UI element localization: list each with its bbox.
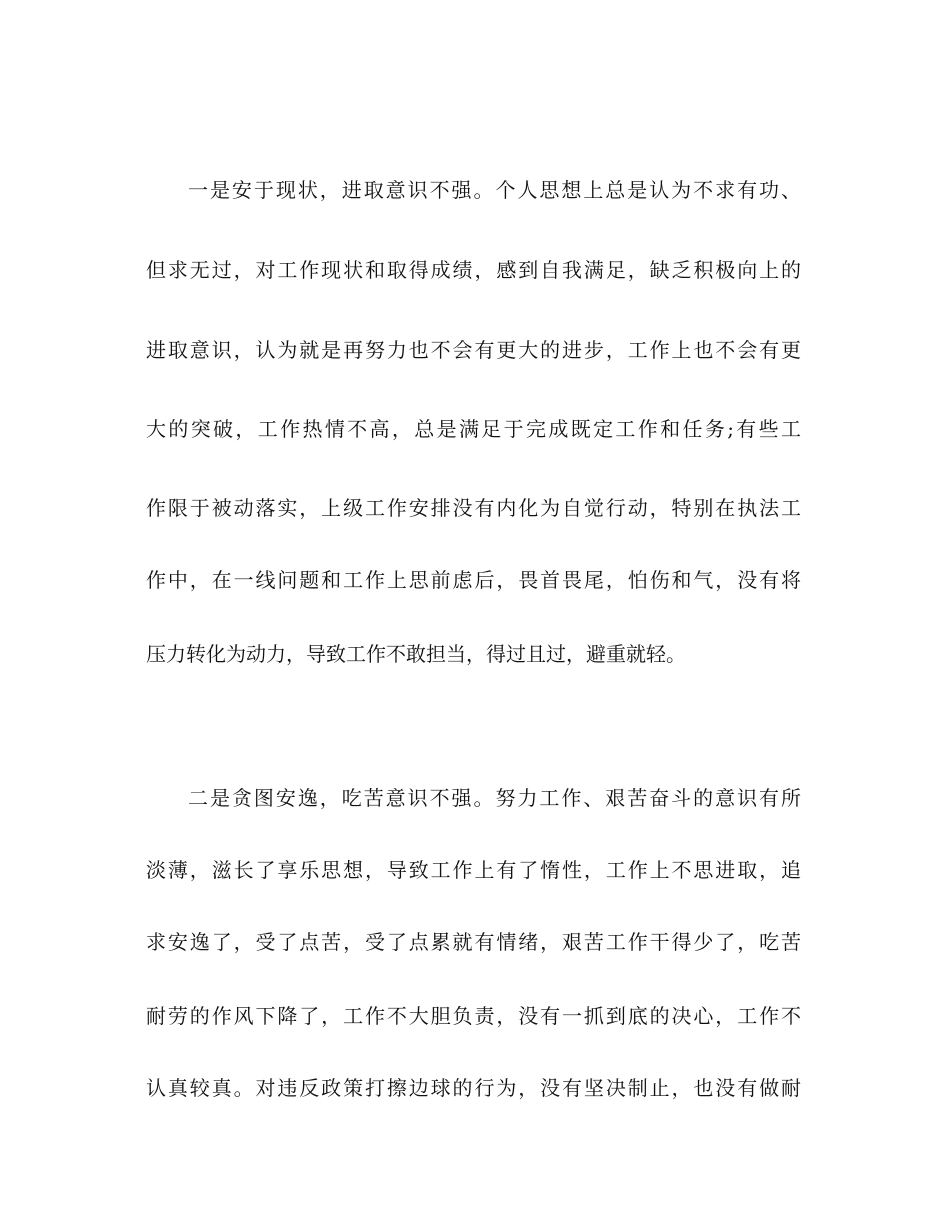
paragraph-2-line-1: 二是贪图安逸，吃苦意识不强。努力工作、艰苦奋斗的意识有所 <box>188 786 801 810</box>
paragraph-1-line-3: 进取意识，认为就是再努力也不会有更大的进步，工作上也不会有更 <box>146 338 801 362</box>
paragraph-1-line-1: 一是安于现状，进取意识不强。个人思想上总是认为不求有功、 <box>188 178 801 202</box>
paragraph-2-line-4: 耐劳的作风下降了，工作不大胆负责，没有一抓到底的决心，工作不 <box>146 1004 801 1028</box>
paragraph-2-line-3: 求安逸了，受了点苦，受了点累就有情绪，艰苦工作干得少了，吃苦 <box>146 930 801 954</box>
paragraph-1-line-5: 作限于被动落实，上级工作安排没有内化为自觉行动，特别在执法工 <box>146 496 801 520</box>
paragraph-2-line-5: 认真较真。对违反政策打擦边球的行为，没有坚决制止，也没有做耐 <box>146 1076 801 1100</box>
paragraph-2-line-2: 淡薄，滋长了享乐思想，导致工作上有了惰性，工作上不思进取，追 <box>146 858 801 882</box>
paragraph-1-line-7: 压力转化为动力，导致工作不敢担当，得过且过，避重就轻。 <box>146 642 686 666</box>
paragraph-1-line-6: 作中，在一线问题和工作上思前虑后，畏首畏尾，怕伤和气，没有将 <box>146 568 801 592</box>
paragraph-1-line-4: 大的突破，工作热情不高，总是满足于完成既定工作和任务;有些工 <box>146 417 801 441</box>
paragraph-1-line-2: 但求无过，对工作现状和取得成绩，感到自我满足，缺乏积极向上的 <box>146 258 801 282</box>
